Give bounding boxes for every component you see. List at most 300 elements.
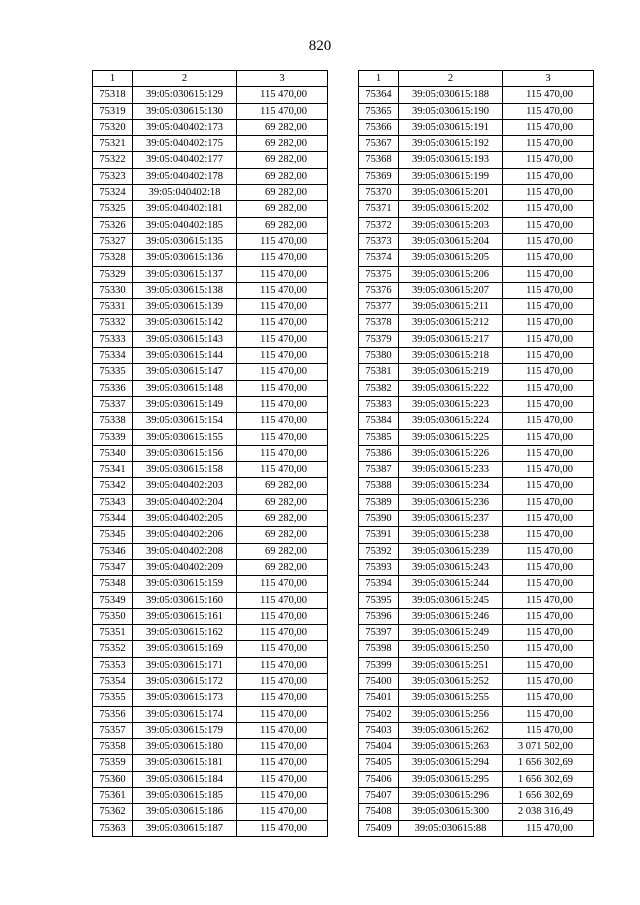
- amount-cell: 115 470,00: [503, 511, 594, 527]
- row-number-cell: 75384: [359, 413, 399, 429]
- cadastral-number-cell: 39:05:030615:136: [133, 250, 237, 266]
- row-number-cell: 75339: [93, 429, 133, 445]
- cadastral-number-cell: 39:05:030615:224: [399, 413, 503, 429]
- cadastral-number-cell: 39:05:030615:179: [133, 722, 237, 738]
- amount-cell: 115 470,00: [503, 136, 594, 152]
- cadastral-number-cell: 39:05:030615:135: [133, 233, 237, 249]
- cadastral-number-cell: 39:05:040402:173: [133, 119, 237, 135]
- cadastral-number-cell: 39:05:030615:143: [133, 331, 237, 347]
- cadastral-number-cell: 39:05:030615:207: [399, 282, 503, 298]
- cadastral-number-cell: 39:05:040402:208: [133, 543, 237, 559]
- table-row: [359, 543, 594, 559]
- amount-cell: 1 656 302,69: [503, 788, 594, 804]
- amount-cell: 69 282,00: [237, 494, 328, 510]
- cadastral-number-cell: 39:05:030615:226: [399, 445, 503, 461]
- row-number-cell: 75362: [93, 804, 133, 820]
- cadastral-number-cell: 39:05:030615:246: [399, 608, 503, 624]
- amount-cell: 115 470,00: [503, 641, 594, 657]
- amount-cell: 115 470,00: [503, 185, 594, 201]
- row-number-cell: 75401: [359, 690, 399, 706]
- amount-cell: 115 470,00: [237, 250, 328, 266]
- cadastral-number-cell: 39:05:030615:187: [133, 820, 237, 836]
- amount-cell: 115 470,00: [237, 429, 328, 445]
- cadastral-number-cell: 39:05:030615:249: [399, 625, 503, 641]
- row-number-cell: 75336: [93, 380, 133, 396]
- cadastral-number-cell: 39:05:030615:171: [133, 657, 237, 673]
- cadastral-number-cell: 39:05:030615:156: [133, 445, 237, 461]
- cadastral-number-cell: 39:05:030615:217: [399, 331, 503, 347]
- cadastral-number-cell: 39:05:030615:295: [399, 771, 503, 787]
- table-row: [359, 233, 594, 249]
- cadastral-number-cell: 39:05:040402:178: [133, 168, 237, 184]
- row-number-cell: 75395: [359, 592, 399, 608]
- table-row: [93, 576, 328, 592]
- table-row: [93, 559, 328, 575]
- amount-cell: 115 470,00: [503, 119, 594, 135]
- cadastral-number-cell: 39:05:030615:201: [399, 185, 503, 201]
- row-number-cell: 75351: [93, 625, 133, 641]
- amount-cell: 115 470,00: [503, 282, 594, 298]
- table-row: [93, 706, 328, 722]
- table-row: [359, 201, 594, 217]
- row-number-cell: 75323: [93, 168, 133, 184]
- cadastral-number-cell: 39:05:030615:138: [133, 282, 237, 298]
- amount-cell: 69 282,00: [237, 559, 328, 575]
- amount-cell: 115 470,00: [237, 445, 328, 461]
- cadastral-number-cell: 39:05:030615:203: [399, 217, 503, 233]
- cadastral-number-cell: 39:05:030615:137: [133, 266, 237, 282]
- cadastral-number-cell: 39:05:040402:204: [133, 494, 237, 510]
- row-number-cell: 75322: [93, 152, 133, 168]
- table-row: [93, 511, 328, 527]
- row-number-cell: 75396: [359, 608, 399, 624]
- table-row: [93, 527, 328, 543]
- amount-cell: 115 470,00: [503, 364, 594, 380]
- table-row: [93, 543, 328, 559]
- table-row: [93, 103, 328, 119]
- cadastral-number-cell: 39:05:030615:190: [399, 103, 503, 119]
- row-number-cell: 75355: [93, 690, 133, 706]
- table-row: [359, 788, 594, 804]
- cadastral-number-cell: 39:05:030615:149: [133, 396, 237, 412]
- row-number-cell: 75358: [93, 739, 133, 755]
- amount-cell: 1 656 302,69: [503, 755, 594, 771]
- row-number-cell: 75389: [359, 494, 399, 510]
- amount-cell: 115 470,00: [237, 820, 328, 836]
- table-row: [93, 250, 328, 266]
- row-number-cell: 75332: [93, 315, 133, 331]
- row-number-cell: 75367: [359, 136, 399, 152]
- row-number-cell: 75328: [93, 250, 133, 266]
- table-row: [359, 559, 594, 575]
- table-row: [359, 266, 594, 282]
- row-number-cell: 75359: [93, 755, 133, 771]
- amount-cell: 115 470,00: [237, 87, 328, 103]
- table-row: [359, 706, 594, 722]
- cadastral-number-cell: 39:05:030615:188: [399, 87, 503, 103]
- amount-cell: 115 470,00: [237, 413, 328, 429]
- table-row: [93, 755, 328, 771]
- table-row: [359, 722, 594, 738]
- table-row: [359, 396, 594, 412]
- amount-cell: 115 470,00: [237, 771, 328, 787]
- amount-cell: 115 470,00: [237, 739, 328, 755]
- cadastral-number-cell: 39:05:030615:234: [399, 478, 503, 494]
- table-row: [93, 282, 328, 298]
- table-row: [93, 804, 328, 820]
- cadastral-number-cell: 39:05:030615:255: [399, 690, 503, 706]
- amount-cell: 115 470,00: [237, 690, 328, 706]
- amount-cell: 115 470,00: [503, 462, 594, 478]
- row-number-cell: 75319: [93, 103, 133, 119]
- cadastral-number-cell: 39:05:030615:148: [133, 380, 237, 396]
- table-row: [359, 429, 594, 445]
- cadastral-number-cell: 39:05:040402:209: [133, 559, 237, 575]
- amount-cell: 2 038 316,49: [503, 804, 594, 820]
- amount-cell: 69 282,00: [237, 217, 328, 233]
- table-row: [359, 690, 594, 706]
- cadastral-number-cell: 39:05:030615:262: [399, 722, 503, 738]
- row-number-cell: 75346: [93, 543, 133, 559]
- table-row: [359, 364, 594, 380]
- table-row: [359, 136, 594, 152]
- row-number-cell: 75380: [359, 348, 399, 364]
- table-row: [93, 331, 328, 347]
- header-cell: 2: [399, 71, 503, 87]
- cadastral-number-cell: 39:05:030615:199: [399, 168, 503, 184]
- amount-cell: 115 470,00: [237, 706, 328, 722]
- cadastral-number-cell: 39:05:030615:238: [399, 527, 503, 543]
- amount-cell: 115 470,00: [237, 592, 328, 608]
- amount-cell: 1 656 302,69: [503, 771, 594, 787]
- table-row: [93, 168, 328, 184]
- table-row: [359, 673, 594, 689]
- row-number-cell: 75409: [359, 820, 399, 836]
- table-row: [93, 478, 328, 494]
- table-row: [359, 739, 594, 755]
- row-number-cell: 75402: [359, 706, 399, 722]
- cadastral-number-cell: 39:05:030615:206: [399, 266, 503, 282]
- cadastral-number-cell: 39:05:030615:244: [399, 576, 503, 592]
- cadastral-number-cell: 39:05:030615:294: [399, 755, 503, 771]
- table-row: [93, 315, 328, 331]
- amount-cell: 115 470,00: [503, 527, 594, 543]
- cadastral-number-cell: 39:05:030615:236: [399, 494, 503, 510]
- cadastral-number-cell: 39:05:030615:144: [133, 348, 237, 364]
- row-number-cell: 75379: [359, 331, 399, 347]
- amount-cell: 115 470,00: [237, 348, 328, 364]
- row-number-cell: 75325: [93, 201, 133, 217]
- row-number-cell: 75329: [93, 266, 133, 282]
- row-number-cell: 75393: [359, 559, 399, 575]
- table-row: [93, 820, 328, 836]
- table-row: [93, 87, 328, 103]
- cadastral-number-cell: 39:05:030615:186: [133, 804, 237, 820]
- cadastral-number-cell: 39:05:030615:252: [399, 673, 503, 689]
- cadastral-number-cell: 39:05:030615:263: [399, 739, 503, 755]
- amount-cell: 115 470,00: [503, 152, 594, 168]
- row-number-cell: 75338: [93, 413, 133, 429]
- cadastral-number-cell: 39:05:030615:159: [133, 576, 237, 592]
- row-number-cell: 75390: [359, 511, 399, 527]
- table-row: [359, 494, 594, 510]
- amount-cell: 3 071 502,00: [503, 739, 594, 755]
- cadastral-number-cell: 39:05:030615:204: [399, 233, 503, 249]
- table-row: [359, 511, 594, 527]
- row-number-cell: 75403: [359, 722, 399, 738]
- row-number-cell: 75378: [359, 315, 399, 331]
- table-row: [359, 804, 594, 820]
- table-row: [359, 217, 594, 233]
- cadastral-number-cell: 39:05:030615:169: [133, 641, 237, 657]
- amount-cell: 115 470,00: [237, 315, 328, 331]
- amount-cell: 115 470,00: [503, 543, 594, 559]
- table-row: [93, 788, 328, 804]
- row-number-cell: 75406: [359, 771, 399, 787]
- table-row: [93, 201, 328, 217]
- table-row: [93, 445, 328, 461]
- amount-cell: 115 470,00: [237, 608, 328, 624]
- row-number-cell: 75330: [93, 282, 133, 298]
- header-cell: 1: [93, 71, 133, 87]
- amount-cell: 115 470,00: [237, 673, 328, 689]
- table-row: [93, 429, 328, 445]
- amount-cell: 69 282,00: [237, 168, 328, 184]
- amount-cell: 115 470,00: [503, 657, 594, 673]
- cadastral-number-cell: 39:05:030615:300: [399, 804, 503, 820]
- row-number-cell: 75345: [93, 527, 133, 543]
- header-cell: 3: [237, 71, 328, 87]
- cadastral-number-cell: 39:05:030615:245: [399, 592, 503, 608]
- amount-cell: 115 470,00: [503, 592, 594, 608]
- cadastral-number-cell: 39:05:030615:172: [133, 673, 237, 689]
- table-row: [359, 820, 594, 836]
- header-cell: 2: [133, 71, 237, 87]
- cadastral-number-cell: 39:05:030615:211: [399, 299, 503, 315]
- row-number-cell: 75385: [359, 429, 399, 445]
- row-number-cell: 75340: [93, 445, 133, 461]
- amount-cell: 69 282,00: [237, 527, 328, 543]
- table-row: [93, 364, 328, 380]
- row-number-cell: 75375: [359, 266, 399, 282]
- amount-cell: 115 470,00: [237, 722, 328, 738]
- table-row: [359, 771, 594, 787]
- row-number-cell: 75404: [359, 739, 399, 755]
- cadastral-number-cell: 39:05:030615:222: [399, 380, 503, 396]
- row-number-cell: 75356: [93, 706, 133, 722]
- cadastral-number-cell: 39:05:030615:237: [399, 511, 503, 527]
- row-number-cell: 75326: [93, 217, 133, 233]
- amount-cell: 115 470,00: [237, 576, 328, 592]
- table-row: [93, 739, 328, 755]
- amount-cell: 115 470,00: [503, 706, 594, 722]
- row-number-cell: 75344: [93, 511, 133, 527]
- cadastral-number-cell: 39:05:030615:130: [133, 103, 237, 119]
- row-number-cell: 75374: [359, 250, 399, 266]
- cadastral-number-cell: 39:05:030615:256: [399, 706, 503, 722]
- cadastral-number-cell: 39:05:030615:192: [399, 136, 503, 152]
- amount-cell: 115 470,00: [503, 315, 594, 331]
- amount-cell: 115 470,00: [503, 299, 594, 315]
- header-row: [359, 71, 594, 87]
- table-left: [92, 70, 328, 837]
- amount-cell: 115 470,00: [503, 429, 594, 445]
- row-number-cell: 75361: [93, 788, 133, 804]
- cadastral-number-cell: 39:05:040402:203: [133, 478, 237, 494]
- amount-cell: 115 470,00: [237, 462, 328, 478]
- row-number-cell: 75353: [93, 657, 133, 673]
- table-row: [359, 576, 594, 592]
- row-number-cell: 75360: [93, 771, 133, 787]
- table-row: [359, 380, 594, 396]
- cadastral-number-cell: 39:05:030615:147: [133, 364, 237, 380]
- row-number-cell: 75397: [359, 625, 399, 641]
- amount-cell: 115 470,00: [237, 299, 328, 315]
- cadastral-number-cell: 39:05:030615:193: [399, 152, 503, 168]
- row-number-cell: 75368: [359, 152, 399, 168]
- row-number-cell: 75341: [93, 462, 133, 478]
- header-row: [93, 71, 328, 87]
- row-number-cell: 75381: [359, 364, 399, 380]
- table-right: [358, 70, 594, 837]
- row-number-cell: 75399: [359, 657, 399, 673]
- row-number-cell: 75405: [359, 755, 399, 771]
- table-row: [359, 608, 594, 624]
- table-row: [93, 771, 328, 787]
- amount-cell: 115 470,00: [503, 478, 594, 494]
- table-row: [359, 331, 594, 347]
- cadastral-number-cell: 39:05:030615:212: [399, 315, 503, 331]
- row-number-cell: 75388: [359, 478, 399, 494]
- amount-cell: 115 470,00: [237, 364, 328, 380]
- table-row: [93, 136, 328, 152]
- amount-cell: 115 470,00: [237, 641, 328, 657]
- amount-cell: 69 282,00: [237, 136, 328, 152]
- amount-cell: 115 470,00: [503, 396, 594, 412]
- cadastral-number-cell: 39:05:030615:185: [133, 788, 237, 804]
- table-row: [359, 250, 594, 266]
- cadastral-number-cell: 39:05:030615:219: [399, 364, 503, 380]
- row-number-cell: 75386: [359, 445, 399, 461]
- row-number-cell: 75370: [359, 185, 399, 201]
- row-number-cell: 75407: [359, 788, 399, 804]
- amount-cell: 115 470,00: [237, 625, 328, 641]
- row-number-cell: 75318: [93, 87, 133, 103]
- table-row: [93, 380, 328, 396]
- table-row: [359, 478, 594, 494]
- amount-cell: 115 470,00: [503, 494, 594, 510]
- row-number-cell: 75331: [93, 299, 133, 315]
- cadastral-number-cell: 39:05:030615:174: [133, 706, 237, 722]
- row-number-cell: 75364: [359, 87, 399, 103]
- cadastral-number-cell: 39:05:030615:88: [399, 820, 503, 836]
- row-number-cell: 75371: [359, 201, 399, 217]
- row-number-cell: 75347: [93, 559, 133, 575]
- amount-cell: 115 470,00: [237, 233, 328, 249]
- cadastral-number-cell: 39:05:030615:251: [399, 657, 503, 673]
- cadastral-number-cell: 39:05:030615:296: [399, 788, 503, 804]
- cadastral-number-cell: 39:05:040402:205: [133, 511, 237, 527]
- cadastral-number-cell: 39:05:030615:225: [399, 429, 503, 445]
- row-number-cell: 75392: [359, 543, 399, 559]
- table-row: [359, 87, 594, 103]
- table-row: [359, 592, 594, 608]
- row-number-cell: 75333: [93, 331, 133, 347]
- cadastral-number-cell: 39:05:030615:142: [133, 315, 237, 331]
- table-row: [359, 315, 594, 331]
- cadastral-number-cell: 39:05:030615:191: [399, 119, 503, 135]
- table-row: [93, 348, 328, 364]
- cadastral-number-cell: 39:05:030615:129: [133, 87, 237, 103]
- row-number-cell: 75363: [93, 820, 133, 836]
- row-number-cell: 75320: [93, 119, 133, 135]
- cadastral-number-cell: 39:05:040402:177: [133, 152, 237, 168]
- amount-cell: 115 470,00: [503, 625, 594, 641]
- cadastral-number-cell: 39:05:030615:181: [133, 755, 237, 771]
- cadastral-number-cell: 39:05:030615:233: [399, 462, 503, 478]
- row-number-cell: 75391: [359, 527, 399, 543]
- table-row: [93, 657, 328, 673]
- amount-cell: 115 470,00: [503, 608, 594, 624]
- table-row: [93, 592, 328, 608]
- amount-cell: 69 282,00: [237, 185, 328, 201]
- cadastral-number-cell: 39:05:030615:160: [133, 592, 237, 608]
- table-row: [93, 185, 328, 201]
- amount-cell: 115 470,00: [503, 266, 594, 282]
- table-row: [93, 625, 328, 641]
- cadastral-number-cell: 39:05:030615:184: [133, 771, 237, 787]
- amount-cell: 115 470,00: [503, 168, 594, 184]
- table-row: [359, 299, 594, 315]
- cadastral-number-cell: 39:05:030615:243: [399, 559, 503, 575]
- row-number-cell: 75398: [359, 641, 399, 657]
- table-row: [93, 673, 328, 689]
- amount-cell: 115 470,00: [503, 445, 594, 461]
- table-row: [93, 722, 328, 738]
- cadastral-number-cell: 39:05:030615:155: [133, 429, 237, 445]
- row-number-cell: 75321: [93, 136, 133, 152]
- cadastral-number-cell: 39:05:030615:223: [399, 396, 503, 412]
- amount-cell: 115 470,00: [503, 348, 594, 364]
- amount-cell: 69 282,00: [237, 543, 328, 559]
- amount-cell: 115 470,00: [503, 690, 594, 706]
- row-number-cell: 75394: [359, 576, 399, 592]
- cadastral-number-cell: 39:05:030615:205: [399, 250, 503, 266]
- cadastral-number-cell: 39:05:040402:185: [133, 217, 237, 233]
- row-number-cell: 75342: [93, 478, 133, 494]
- amount-cell: 115 470,00: [503, 559, 594, 575]
- row-number-cell: 75354: [93, 673, 133, 689]
- cadastral-number-cell: 39:05:040402:18: [133, 185, 237, 201]
- row-number-cell: 75327: [93, 233, 133, 249]
- row-number-cell: 75335: [93, 364, 133, 380]
- table-row: [93, 152, 328, 168]
- amount-cell: 115 470,00: [503, 673, 594, 689]
- amount-cell: 115 470,00: [237, 380, 328, 396]
- cadastral-number-cell: 39:05:030615:173: [133, 690, 237, 706]
- row-number-cell: 75352: [93, 641, 133, 657]
- amount-cell: 115 470,00: [503, 103, 594, 119]
- table-row: [359, 462, 594, 478]
- table-row: [93, 119, 328, 135]
- amount-cell: 115 470,00: [503, 380, 594, 396]
- table-row: [93, 233, 328, 249]
- cadastral-number-cell: 39:05:040402:175: [133, 136, 237, 152]
- amount-cell: 69 282,00: [237, 201, 328, 217]
- table-row: [93, 413, 328, 429]
- row-number-cell: 75369: [359, 168, 399, 184]
- row-number-cell: 75400: [359, 673, 399, 689]
